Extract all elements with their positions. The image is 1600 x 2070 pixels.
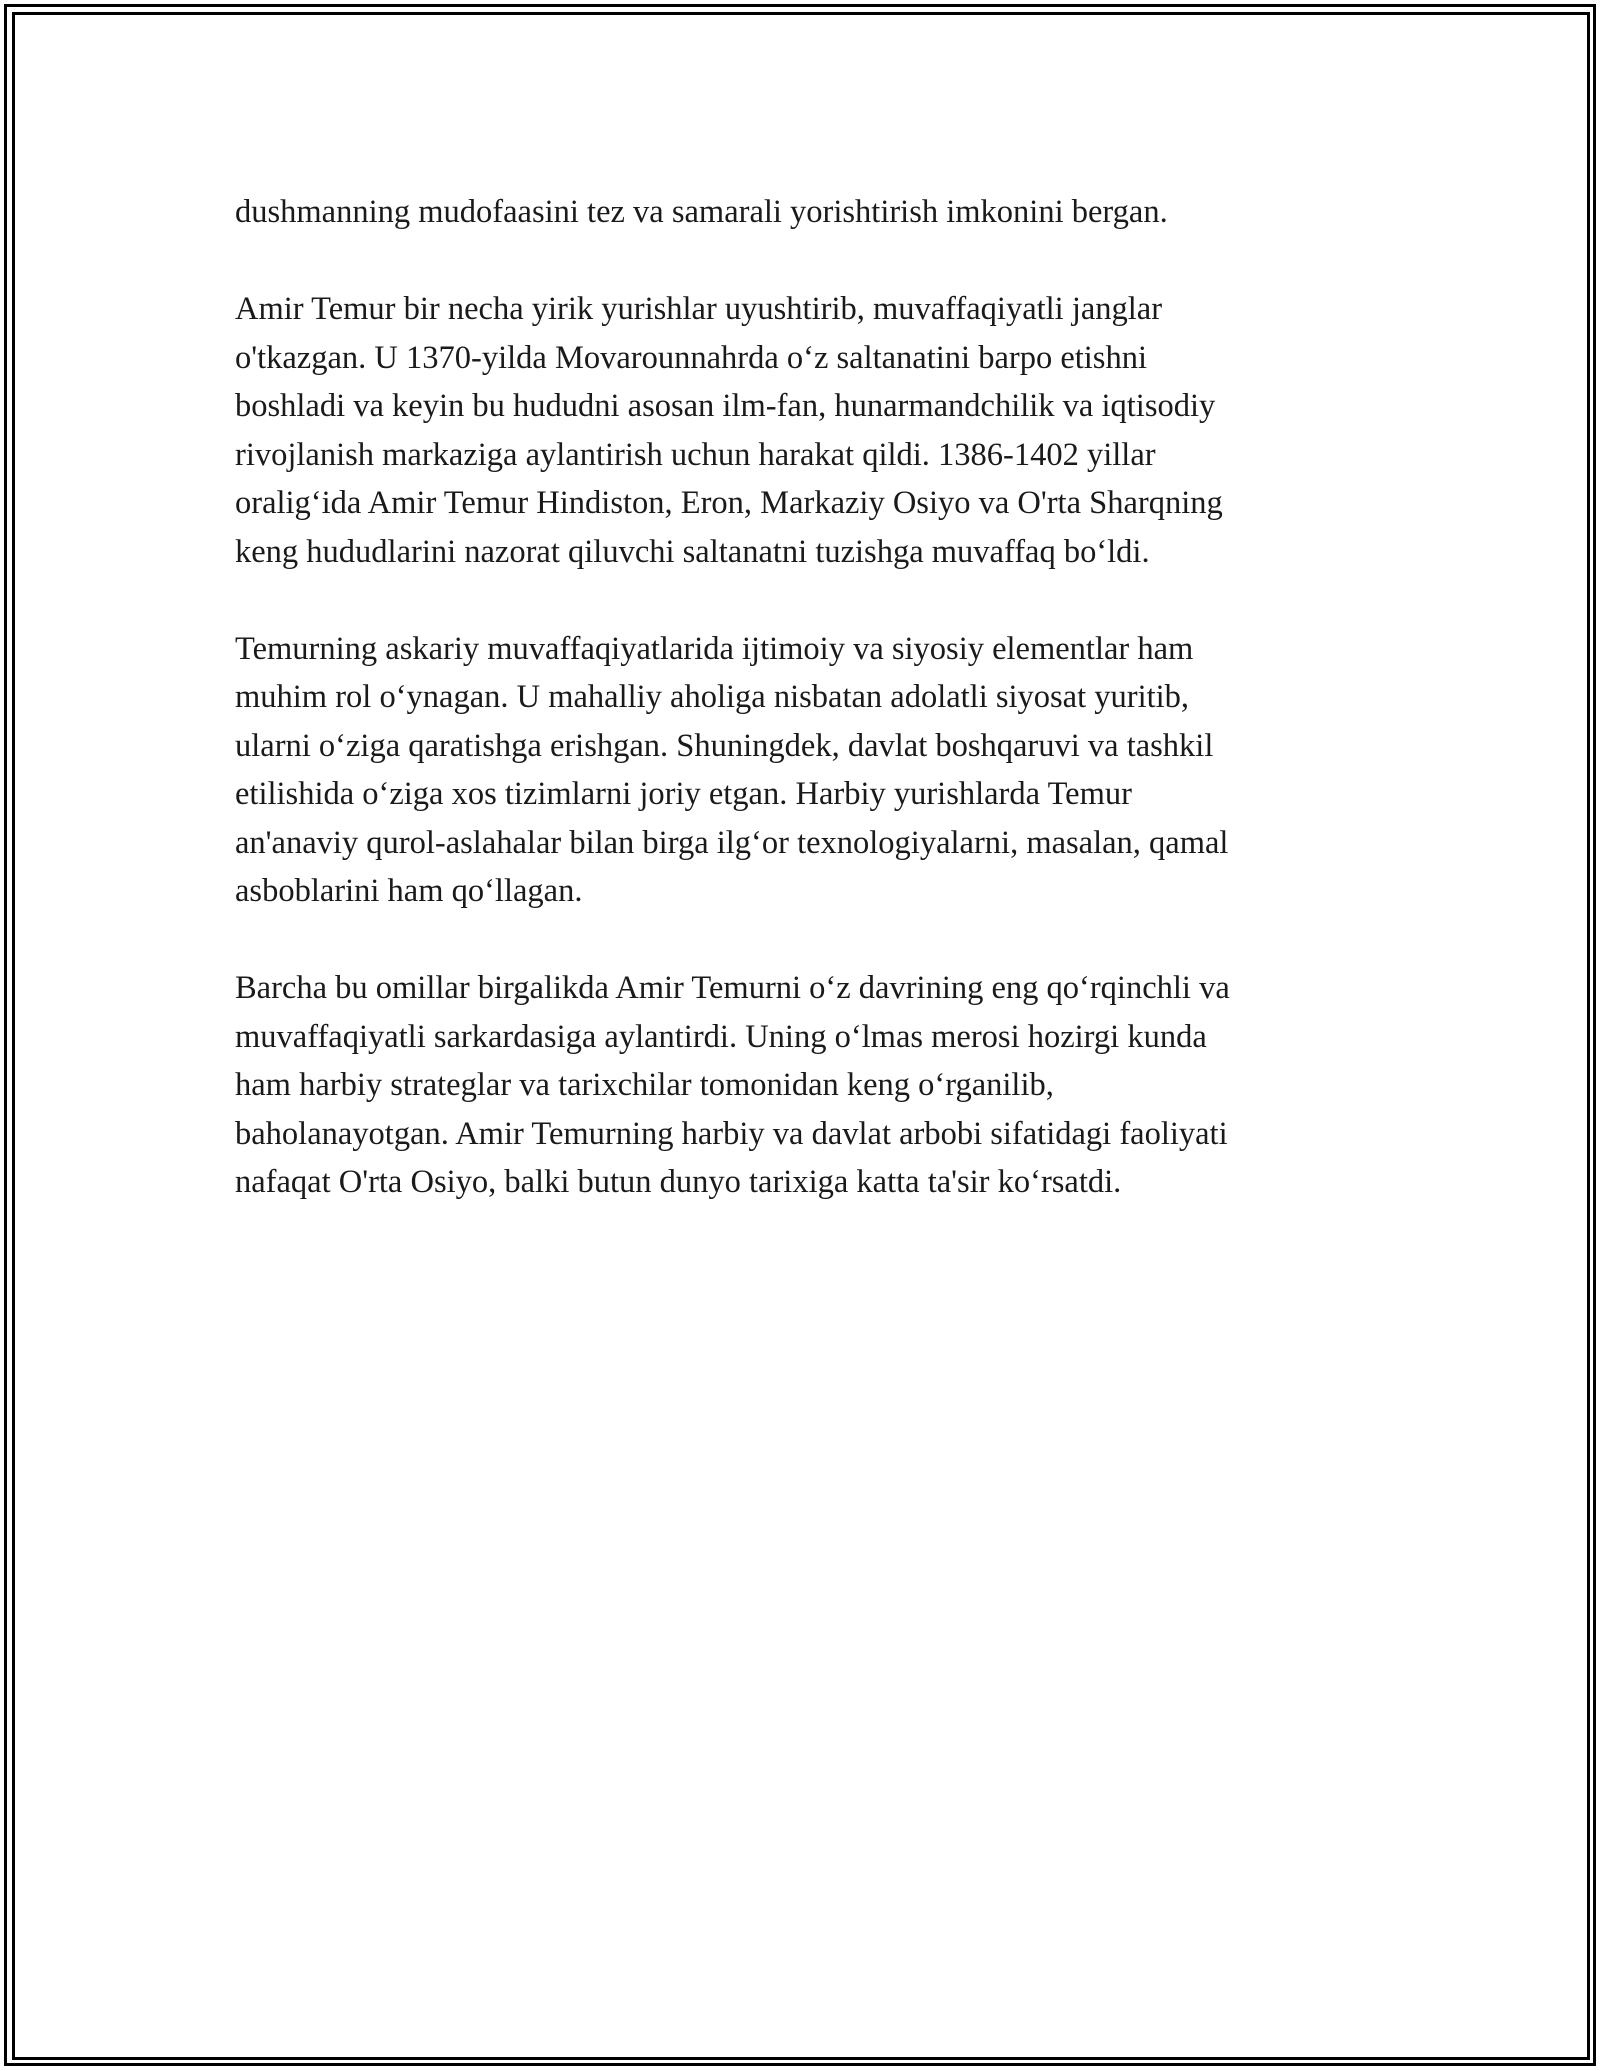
text-line: asboblarini ham qo‘llagan.: [235, 873, 583, 909]
text-line: keng hududlarini nazorat qiluvchi saltanatni tuzishga muvaffaq bo‘ldi.: [235, 533, 1150, 570]
text-line: an'anaviy qurol-aslahalar bilan birga ilg‘or texnologiyalarni, masalan, qamal: [235, 824, 1229, 861]
text-line: ularni o‘ziga qaratishga erishgan. Shuningdek, davlat boshqaruvi va tashkil: [235, 727, 1214, 764]
text-line: muhim rol o‘ynagan. U mahalliy aholiga nisbatan adolatli siyosat yuritib,: [235, 679, 1190, 715]
text-line: dushmanning mudofaasini tez va samarali yorishtirish imkonini bergan.: [235, 194, 1168, 230]
paragraph-1: [235, 188, 1375, 237]
text-line: nafaqat O'rta Osiyo, balki butun dunyo tarixiga katta ta'sir ko‘rsatdi.: [235, 1164, 1122, 1200]
paragraph-3: [235, 625, 1375, 916]
text-line: o'tkazgan. U 1370-yilda Movarounnahrda o‘z saltanatini barpo etishni: [235, 339, 1147, 376]
text-line: baholanayotgan. Amir Temurning harbiy va davlat arbobi sifatidagi faoliyati: [235, 1115, 1228, 1152]
text-line: ham harbiy strateglar va tarixchilar tomonidan keng o‘rganilib,: [235, 1067, 1054, 1103]
paragraph-2: [235, 285, 1375, 576]
text-line: muvaffaqiyatli sarkardasiga aylantirdi. Uning o‘lmas merosi hozirgi kunda: [235, 1018, 1207, 1055]
paragraph-4: [235, 964, 1375, 1207]
text-line: Amir Temur bir necha yirik yurishlar uyushtirib, muvaffaqiyatli janglar: [235, 291, 1163, 327]
text-line: Barcha bu omillar birgalikda Amir Temurni o‘z davrining eng qo‘rqinchli va: [235, 970, 1230, 1006]
text-line: oralig‘ida Amir Temur Hindiston, Eron, Markaziy Osiyo va O'rta Sharqning: [235, 485, 1223, 521]
text-line: etilishida o‘ziga xos tizimlarni joriy etgan. Harbiy yurishlarda Temur: [235, 776, 1132, 812]
text-line: rivojlanish markaziga aylantirish uchun harakat qildi. 1386-1402 yillar: [235, 436, 1156, 473]
text-line: boshladi va keyin bu hududni asosan ilm-fan, hunarmandchilik va iqtisodiy: [235, 388, 1216, 424]
document-body: [235, 188, 1375, 1255]
text-line: Temurning askariy muvaffaqiyatlarida ijtimoiy va siyosiy elementlar ham: [235, 630, 1194, 667]
